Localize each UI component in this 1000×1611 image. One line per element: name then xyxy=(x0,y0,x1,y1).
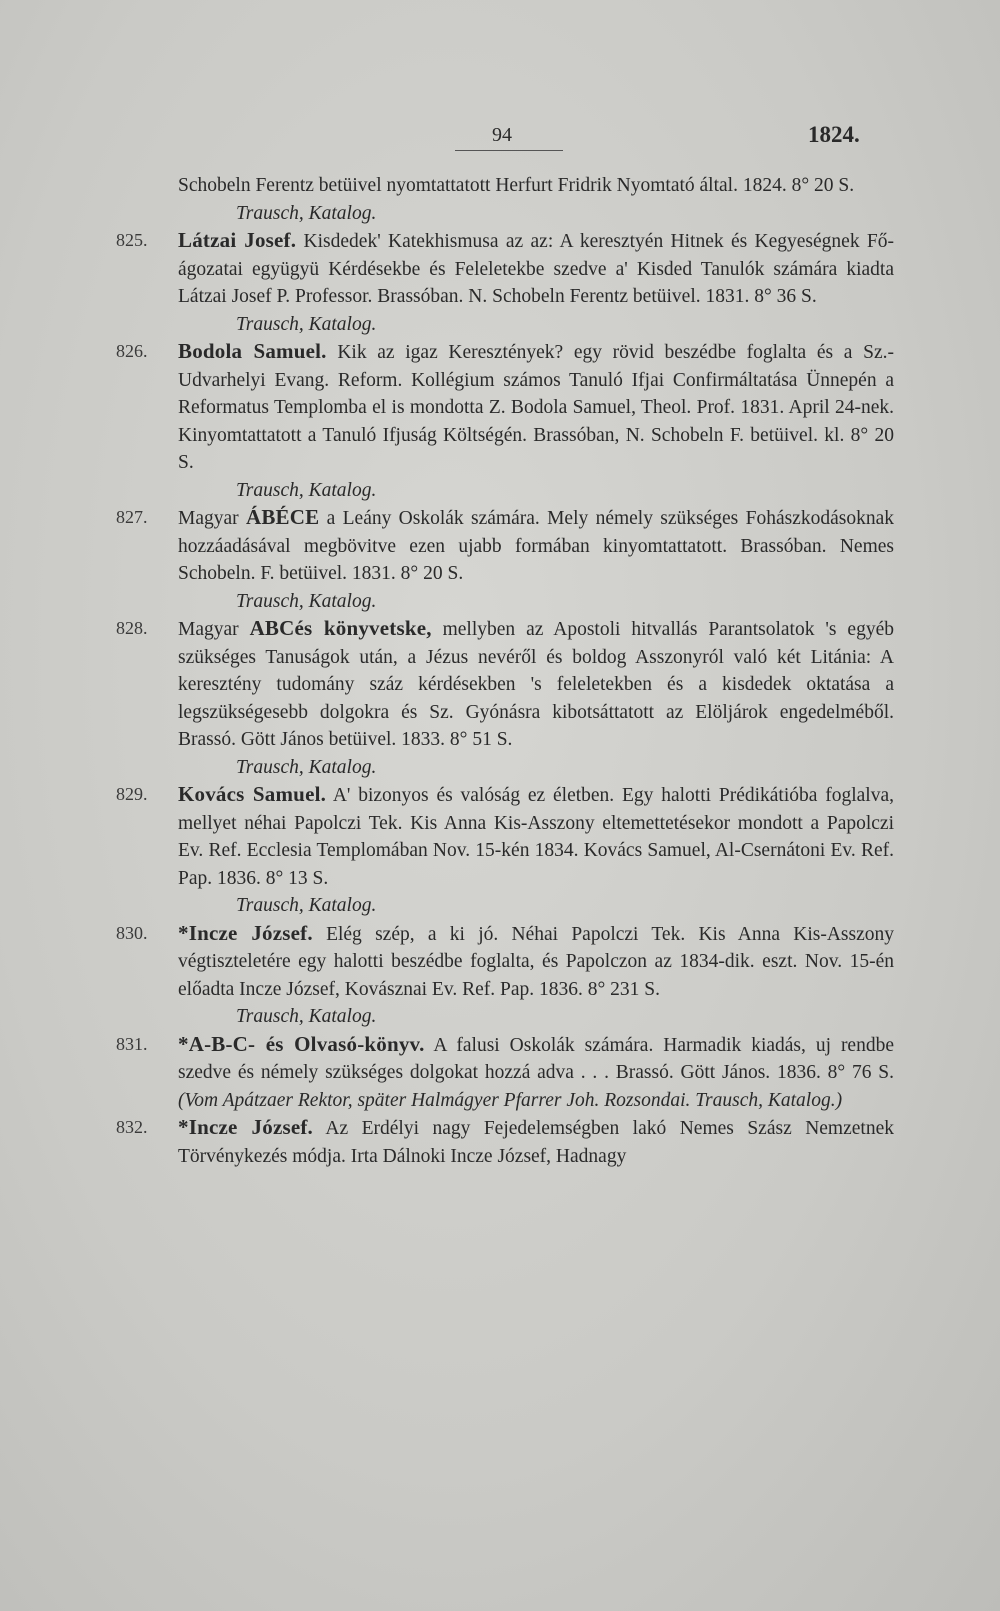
entry-number: 825. xyxy=(116,230,148,250)
entry-source: Trausch, Katalog. xyxy=(236,1006,377,1027)
entry-source: Trausch, Katalog. xyxy=(236,313,377,335)
entry-text: a Leány Oskolák számára. Mely némely szükséges Fohászkodásoknak hozzáadásával megbövitve ezen ujabb formában kinyomtattatott. Brassóban. Nemes Schobeln. F. betüivel. 1831. 8° 20 S. xyxy=(178,508,894,584)
entry-author: Látzai Josef. xyxy=(178,228,297,252)
entry-number: 831. xyxy=(116,1033,148,1054)
entry-text: A' bizonyos és valóság ez életben. Egy halotti Prédikátióba foglalva, mellyet néhai Papolczi Tek. Kis Anna Kis-Asszony eltemettetésekor mondott a Papolczi Ev. Ref. Ecclesia Templomában Nov. 15-kén 1834. Kovács Samuel, Al-Csernátoni Ev. Ref. Pap. 1836. 8° 13 S. xyxy=(178,785,894,889)
entry-number: 829. xyxy=(116,784,148,804)
page-number: 94 xyxy=(492,124,512,146)
entry-number: 830. xyxy=(116,922,148,943)
entry-text: Kik az igaz Keresztények? egy rövid beszédbe foglalta és a Sz.-Udvarhelyi Evang. Reform. Kollégium számos Tanuló Ifjai Confirmáltatása Ünnepén a Reformatus Templomba el is mondotta Z. Bodola Samuel, Theol. Prof. 1831. April 24-nek. Kinyomtattatott a Tanuló Ifjuság Költségén. Brassóban, N. Schobeln F. betüivel. kl. 8° 20 S. xyxy=(178,342,895,473)
entry-author: *Incze József. xyxy=(178,920,313,945)
entry-number: 832. xyxy=(116,1117,148,1137)
header-rule xyxy=(455,150,563,151)
entry-825 xyxy=(116,227,894,338)
continuation-text: Schobeln Ferentz betüivel nyomtattatott Herfurt Fridrik Nyomtató által. 1824. 8° 20 S. xyxy=(178,175,855,196)
entry-source-inline: (Vom Apátzaer Rektor, später Halmágyer Pfarrer Joh. Rozsondai. Trausch, Katalog.) xyxy=(178,1089,843,1111)
entry-831 xyxy=(116,1031,894,1115)
entry-number: 828. xyxy=(116,618,148,638)
entry-author: *Incze József. xyxy=(178,1115,314,1139)
entry-source: Trausch, Katalog. xyxy=(236,756,377,778)
entry-title: *A-B-C- és Olvasó-könyv. xyxy=(178,1031,425,1056)
entry-author: Kovács Samuel. xyxy=(178,782,327,806)
entry-829 xyxy=(116,781,894,920)
entry-830 xyxy=(116,920,894,1031)
entry-title-bold: ÁBÉCE xyxy=(245,505,320,529)
entry-title-bold: ABCés könyvetske, xyxy=(249,616,432,640)
entry-author: Bodola Samuel. xyxy=(178,339,327,363)
entry-827 xyxy=(116,504,894,615)
running-year: 1824. xyxy=(808,122,860,147)
entry-826 xyxy=(116,338,895,504)
entry-text: Kisdedek' Katekhismusa az az: A keresztyén Hitnek és Kegyeségnek Fő-ágozatai együgyü Kérdésekbe és Feleletekbe szedve a' Kisded Tanulók számára kiadta Látzai Josef P. Professor. Brassóban. N. Schobeln Ferentz betüivel. 1831. 8° 36 S. xyxy=(178,231,894,307)
continuation-paragraph xyxy=(178,172,894,227)
entry-text: Elég szép, a ki jó. Néhai Papolczi Tek. Kis Anna Kis-Asszony végtiszteletére egy halotti beszédbe foglalta, és Papolczon az 1834-dik. eszt. Nov. 15-én előadta Incze József, Kovásznai Ev. Ref. Pap. 1836. 8° 231 S. xyxy=(178,923,894,1000)
continuation-source: Trausch, Katalog. xyxy=(236,202,377,224)
entry-number: 827. xyxy=(116,507,148,527)
page-header xyxy=(0,118,1000,158)
entry-source: Trausch, Katalog. xyxy=(236,895,377,916)
entry-prefix: Magyar xyxy=(178,619,250,640)
entry-source: Trausch, Katalog. xyxy=(236,479,377,501)
entry-source: Trausch, Katalog. xyxy=(236,590,377,612)
entry-832 xyxy=(116,1114,894,1170)
body-text xyxy=(116,172,895,1170)
entry-text: A falusi Oskolák számára. Harmadik kiadás, uj rendbe szedve és némely szükséges dolgokat hozzá adva . . . Brassó. Gött János. 1836. 8° 76 S. xyxy=(178,1034,894,1083)
entry-number: 826. xyxy=(116,341,148,361)
entry-828 xyxy=(116,615,894,781)
entry-text: Az Erdélyi nagy Fejedelemségben lakó Nemes Szász Nemzetnek Törvénykezés módja. Irta Dálnoki Incze József, Hadnagy xyxy=(178,1118,894,1167)
entry-text: mellyben az Apostoli hitvallás Parantsolatok 's egyéb szükséges Tanuságok után, a Jézus nevéről és boldog Asszonyról való két Litánia: A keresztény tudomány száz kérdésekben 's feleletekben és a kisdedek oktatása a legszükségesebb dolgokra és Sz. Gyónásra kibotsáttatott az Elöljárok engedelméből. Brassó. Gött János betüivel. 1833. 8° 51 S. xyxy=(178,619,894,750)
entry-prefix: Magyar xyxy=(178,508,246,529)
